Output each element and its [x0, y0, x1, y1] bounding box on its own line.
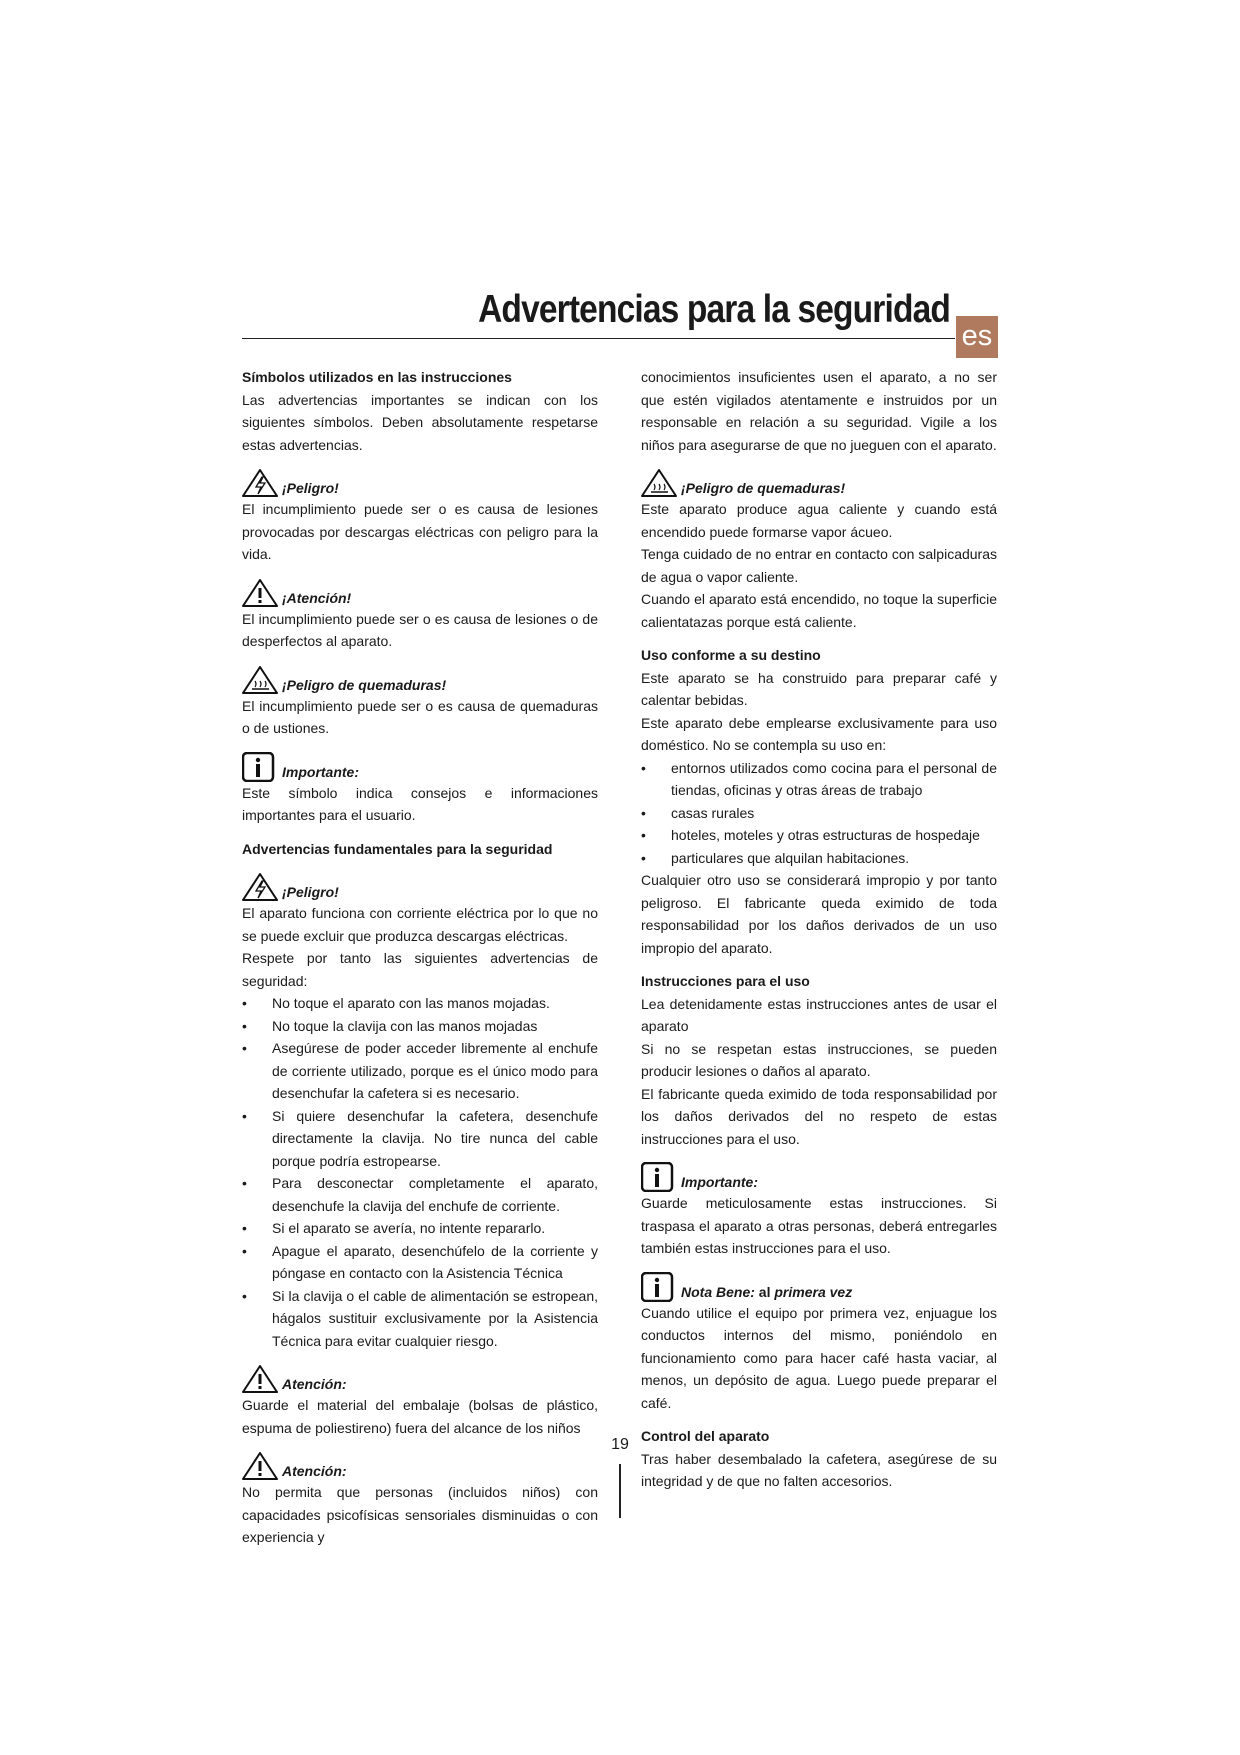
- section-heading-device-check: Control del aparato: [641, 1428, 770, 1444]
- info-icon: [242, 752, 280, 782]
- info-icon: [641, 1162, 679, 1192]
- paragraph: conocimientos insuficientes usen el aparato, a no ser que estén vigilados atentamente e instruidos por un responsable en relación a su seguridad. Vigile a los niños para asegurarse de que no jueguen con el aparato.: [641, 369, 997, 453]
- page-number: 19: [611, 1436, 629, 1453]
- paragraph: Cualquier otro uso se considerará impropio y por tanto peligroso. El fabricante queda eximido de toda responsabilidad por los daños derivados de un uso impropio del aparato.: [641, 872, 997, 956]
- hot-surface-icon: [641, 468, 679, 498]
- warning-heading-burns: [641, 466, 997, 498]
- list-item: • Para desconectar completamente el aparato, desenchufe la clavija del enchufe de corriente.: [242, 1175, 598, 1214]
- list-item: • particulares que alquilan habitaciones.: [641, 849, 910, 866]
- warning-heading-burns: [242, 663, 598, 695]
- section-heading-instructions: Instrucciones para el uso: [641, 973, 810, 989]
- paragraph: Guarde meticulosamente estas instrucciones. Si traspasa el aparato a otras personas, deberá entregarles también estas instrucciones para el uso.: [641, 1195, 997, 1256]
- warning-title: ¡Peligro de quemaduras!: [282, 676, 447, 693]
- warning-title: ¡Peligro de quemaduras!: [681, 480, 846, 496]
- paragraph: Este aparato produce agua caliente y cuando está encendido puede formarse vapor ácueo.: [641, 501, 997, 540]
- page-number-rule: [619, 1464, 621, 1518]
- paragraph: Respete por tanto las siguientes advertencias de seguridad:: [242, 950, 598, 989]
- language-badge: es: [956, 316, 998, 358]
- warning-icon: [242, 1451, 280, 1481]
- list-item: • Apague el aparato, desenchúfelo de la corriente y póngase en contacto con la Asistencia Técnica: [242, 1242, 598, 1281]
- paragraph: Tras haber desembalado la cafetera, asegúrese de su integridad y de que no falten accesorios.: [641, 1450, 997, 1489]
- warning-title: Nota Bene: al primera vez: [681, 1283, 853, 1300]
- section-heading-intended-use: Uso conforme a su destino: [641, 647, 821, 663]
- section-heading-symbols: Símbolos utilizados en las instrucciones: [242, 369, 512, 385]
- warning-title: ¡Peligro!: [282, 884, 339, 900]
- warning-heading-danger: [242, 466, 598, 498]
- info-heading-important: [641, 1160, 997, 1192]
- paragraph: Cuando el aparato está encendido, no toque la superficie calientatazas porque está caliente.: [641, 591, 997, 630]
- paragraph: El aparato funciona con corriente eléctrica por lo que no se puede excluir que produzca descargas eléctricas.: [242, 905, 598, 944]
- warning-heading-attention: [242, 1449, 598, 1481]
- list-item: • Si el aparato se avería, no intente repararlo.: [242, 1220, 546, 1236]
- paragraph: El incumplimiento puede ser o es causa de quemaduras o de ustiones.: [242, 697, 598, 736]
- warning-title: Importante:: [681, 1174, 758, 1190]
- left-column: [242, 366, 598, 1549]
- warning-title: ¡Peligro!: [282, 480, 339, 496]
- warning-icon: [242, 578, 280, 608]
- paragraph: Si no se respetan estas instrucciones, se pueden producir lesiones o daños al aparato.: [641, 1040, 997, 1079]
- list-item: • Si quiere desenchufar la cafetera, desenchufe directamente la clavija. No tire nunca del cable porque podría estropearse.: [242, 1107, 598, 1169]
- warning-title: ¡Atención!: [282, 589, 352, 606]
- list-item: • No toque el aparato con las manos mojadas.: [242, 995, 550, 1011]
- paragraph: El incumplimiento puede ser o es causa de lesiones provocadas por descargas eléctricas con peligro para la vida.: [242, 501, 598, 562]
- paragraph: Lea detenidamente estas instrucciones antes de usar el aparato: [641, 995, 997, 1034]
- warning-title: Atención:: [282, 1463, 347, 1479]
- paragraph: No permita que personas (incluidos niños) con capacidades psicofísicas sensoriales disminuidas o con experiencia y: [242, 1484, 598, 1545]
- list-item: • No toque la clavija con las manos mojadas: [242, 1017, 538, 1034]
- list-item: • Si la clavija o el cable de alimentación se estropean, hágalos sustituir exclusivamente por la Asistencia Técnica para evitar cualquier riesgo.: [242, 1287, 598, 1349]
- list-item: • Asegúrese de poder acceder libremente al enchufe de corriente utilizado, porque es el único modo para desenchufar la cafetera si es necesario.: [242, 1040, 598, 1101]
- info-heading-important: [242, 750, 598, 782]
- paragraph: Cuando utilice el equipo por primera vez, enjuague los conductos internos del mismo, poniéndolo en funcionamiento como para hacer café hasta vaciar, al menos, un depósito de agua. Luego puede preparar el café.: [641, 1304, 997, 1411]
- right-column: [641, 366, 997, 1493]
- electric-hazard-icon: [242, 872, 280, 902]
- list-item: • casas rurales: [641, 804, 755, 821]
- info-icon: [641, 1272, 679, 1302]
- page-title: Advertencias para la seguridad: [478, 288, 950, 331]
- warning-heading-danger: [242, 870, 598, 902]
- paragraph: Guarde el material del embalaje (bolsas de plástico, espuma de poliestireno) fuera del alcance de los niños: [242, 1397, 598, 1436]
- section-heading-safety: Advertencias fundamentales para la seguridad: [242, 840, 553, 857]
- intended-use-bullet-list: [641, 757, 997, 870]
- title-rule: [242, 338, 955, 339]
- hot-surface-icon: [242, 665, 280, 695]
- info-heading-nota-bene: [641, 1270, 997, 1302]
- warning-icon: [242, 1364, 280, 1394]
- warning-title: Atención:: [282, 1376, 347, 1392]
- paragraph: Las advertencias importantes se indican con los siguientes símbolos. Deben absolutamente respetarse estas advertencias.: [242, 391, 598, 453]
- paragraph: Este aparato debe emplearse exclusivamente para uso doméstico. No se contempla su uso en:: [641, 714, 997, 753]
- paragraph: El fabricante queda eximido de toda responsabilidad por los daños derivados del no respeto de estas instrucciones para el uso.: [641, 1085, 997, 1147]
- warning-heading-attention: [242, 1362, 598, 1394]
- paragraph: El incumplimiento puede ser o es causa de lesiones o de desperfectos al aparato.: [242, 610, 598, 649]
- list-item: • hoteles, moteles y otras estructuras de hospedaje: [641, 827, 980, 843]
- list-item: • entornos utilizados como cocina para el personal de tiendas, oficinas y otras áreas de trabajo: [641, 759, 997, 798]
- warning-title: Importante:: [282, 763, 359, 780]
- warning-heading-attention: [242, 576, 598, 608]
- paragraph: Este aparato se ha construido para preparar café y calentar bebidas.: [641, 669, 997, 708]
- electric-hazard-icon: [242, 468, 280, 498]
- paragraph: Este símbolo indica consejos e informaciones importantes para el usuario.: [242, 784, 598, 823]
- safety-bullet-list: [242, 992, 598, 1352]
- paragraph: Tenga cuidado de no entrar en contacto con salpicaduras de agua o vapor caliente.: [641, 546, 997, 585]
